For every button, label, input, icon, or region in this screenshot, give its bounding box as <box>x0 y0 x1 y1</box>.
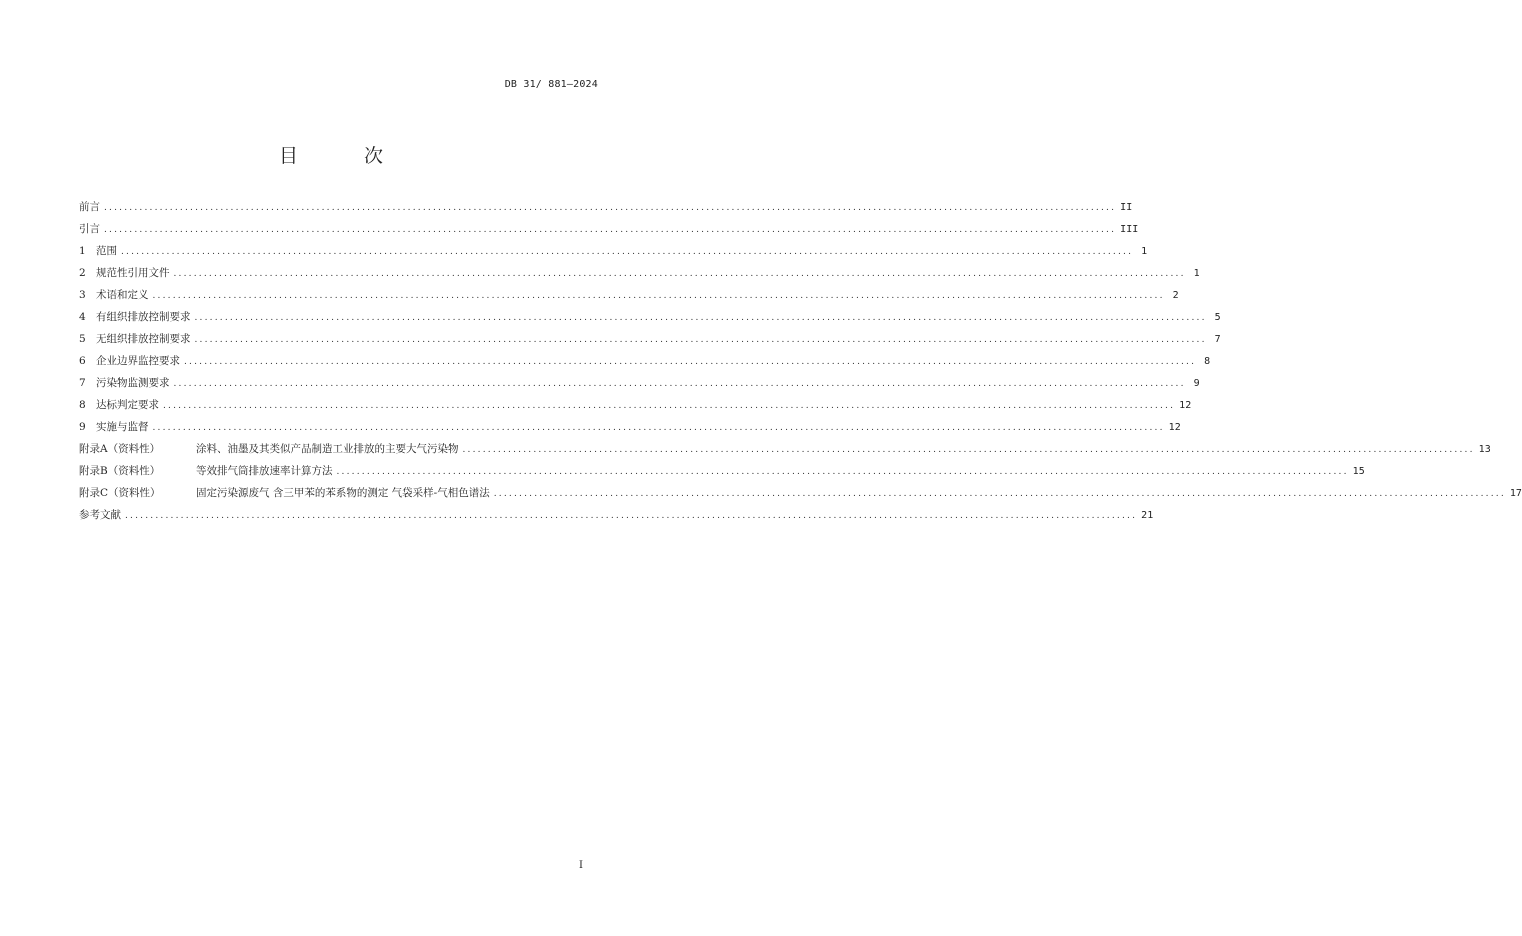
toc-entry-title: 规范性引用文件 <box>96 267 170 279</box>
toc-dot-leader: ........................................................................................................................................................................................................ <box>173 269 1186 279</box>
toc-entry-title: 有组织排放控制要求 <box>96 311 191 323</box>
toc-entry-title: 无组织排放控制要求 <box>96 333 191 345</box>
toc-entry-number: 7 <box>79 377 86 389</box>
toc-entry-number: 8 <box>79 399 86 411</box>
toc-entry-page: II <box>1120 202 1133 213</box>
toc-entry-number: 3 <box>79 289 86 301</box>
toc-entry-title: 实施与监督 <box>96 421 149 433</box>
toc-entry-title: 范围 <box>96 245 117 257</box>
toc-entry-title: 前言 <box>79 201 100 213</box>
toc-entry[interactable] <box>79 287 1179 309</box>
toc-entry[interactable] <box>79 507 1154 529</box>
table-of-contents <box>79 199 1522 529</box>
toc-entry[interactable] <box>79 221 1139 243</box>
toc-entry-page: 15 <box>1352 466 1365 477</box>
toc-dot-leader: ........................................................................................................................................................................................................ <box>184 357 1197 367</box>
toc-dot-leader: ........................................................................................................................................................................................................ <box>336 467 1349 477</box>
toc-entry-page: 2 <box>1172 290 1179 301</box>
toc-entry[interactable] <box>79 309 1221 331</box>
toc-entry-page: 21 <box>1141 510 1154 521</box>
toc-entry-number: 6 <box>79 355 86 367</box>
toc-dot-leader: ........................................................................................................................................................................................................ <box>462 445 1475 455</box>
toc-entry-title: 等效排气筒排放速率计算方法 <box>196 465 333 477</box>
toc-entry-page: 7 <box>1214 334 1221 345</box>
toc-entry[interactable] <box>79 265 1200 287</box>
toc-entry-title: 参考文献 <box>79 509 121 521</box>
toc-entry[interactable] <box>79 199 1133 221</box>
toc-dot-leader: ........................................................................................................................................................................................................ <box>194 313 1207 323</box>
toc-entry[interactable] <box>79 331 1221 353</box>
toc-entry[interactable] <box>79 485 1522 507</box>
toc-dot-leader: ........................................................................................................................................................................................................ <box>163 401 1176 411</box>
toc-dot-leader: ........................................................................................................................................................................................................ <box>125 511 1138 521</box>
document-code: DB 31/ 881—2024 <box>504 79 598 90</box>
toc-entry-number: 1 <box>79 245 86 257</box>
toc-entry-title: 污染物监测要求 <box>96 377 170 389</box>
toc-dot-leader: ........................................................................................................................................................................................................ <box>173 379 1186 389</box>
toc-dot-leader: ........................................................................................................................................................................................................ <box>152 291 1165 301</box>
toc-entry-page: 1 <box>1193 268 1200 279</box>
toc-entry-number: 5 <box>79 333 86 345</box>
toc-entry-page: 8 <box>1204 356 1211 367</box>
toc-dot-leader: ........................................................................................................................................................................................................ <box>493 489 1506 499</box>
toc-entry-page: 9 <box>1193 378 1200 389</box>
toc-entry[interactable] <box>79 375 1200 397</box>
toc-entry-title: 引言 <box>79 223 100 235</box>
toc-entry[interactable] <box>79 353 1211 375</box>
toc-entry-page: 5 <box>1214 312 1221 323</box>
toc-entry-number: 2 <box>79 267 86 279</box>
toc-entry-title: 术语和定义 <box>96 289 149 301</box>
toc-entry-title: 涂料、油墨及其类似产品制造工业排放的主要大气污染物 <box>196 443 459 455</box>
toc-entry-appendix-label: 附录A（资料性） <box>79 443 161 455</box>
toc-entry-page: III <box>1120 224 1139 235</box>
toc-entry-page: 12 <box>1168 422 1181 433</box>
toc-entry[interactable] <box>79 463 1365 485</box>
toc-entry[interactable] <box>79 397 1192 419</box>
toc-dot-leader: ........................................................................................................................................................................................................ <box>194 335 1207 345</box>
toc-entry-page: 12 <box>1179 400 1192 411</box>
toc-entry-appendix-label: 附录B（资料性） <box>79 465 161 477</box>
toc-entry-title: 固定污染源废气 含三甲苯的苯系物的测定 气袋采样-气相色谱法 <box>196 487 490 499</box>
toc-entry[interactable] <box>79 419 1181 441</box>
toc-entry-number: 4 <box>79 311 86 323</box>
toc-entry-page: 17 <box>1509 488 1522 499</box>
toc-dot-leader: ........................................................................................................................................................................................................ <box>104 225 1117 235</box>
toc-entry-page: 13 <box>1478 444 1491 455</box>
toc-entry-title: 达标判定要求 <box>96 399 159 411</box>
toc-entry-appendix-label: 附录C（资料性） <box>79 487 161 499</box>
toc-entry[interactable] <box>79 243 1148 265</box>
toc-entry-number: 9 <box>79 421 86 433</box>
toc-entry-page: 1 <box>1141 246 1148 257</box>
page-title: 目 次 <box>278 145 414 167</box>
toc-entry[interactable] <box>79 441 1491 463</box>
toc-entry-title: 企业边界监控要求 <box>96 355 180 367</box>
toc-dot-leader: ........................................................................................................................................................................................................ <box>152 423 1165 433</box>
toc-dot-leader: ........................................................................................................................................................................................................ <box>121 247 1134 257</box>
page-number: I <box>579 860 583 871</box>
toc-dot-leader: ........................................................................................................................................................................................................ <box>104 203 1117 213</box>
